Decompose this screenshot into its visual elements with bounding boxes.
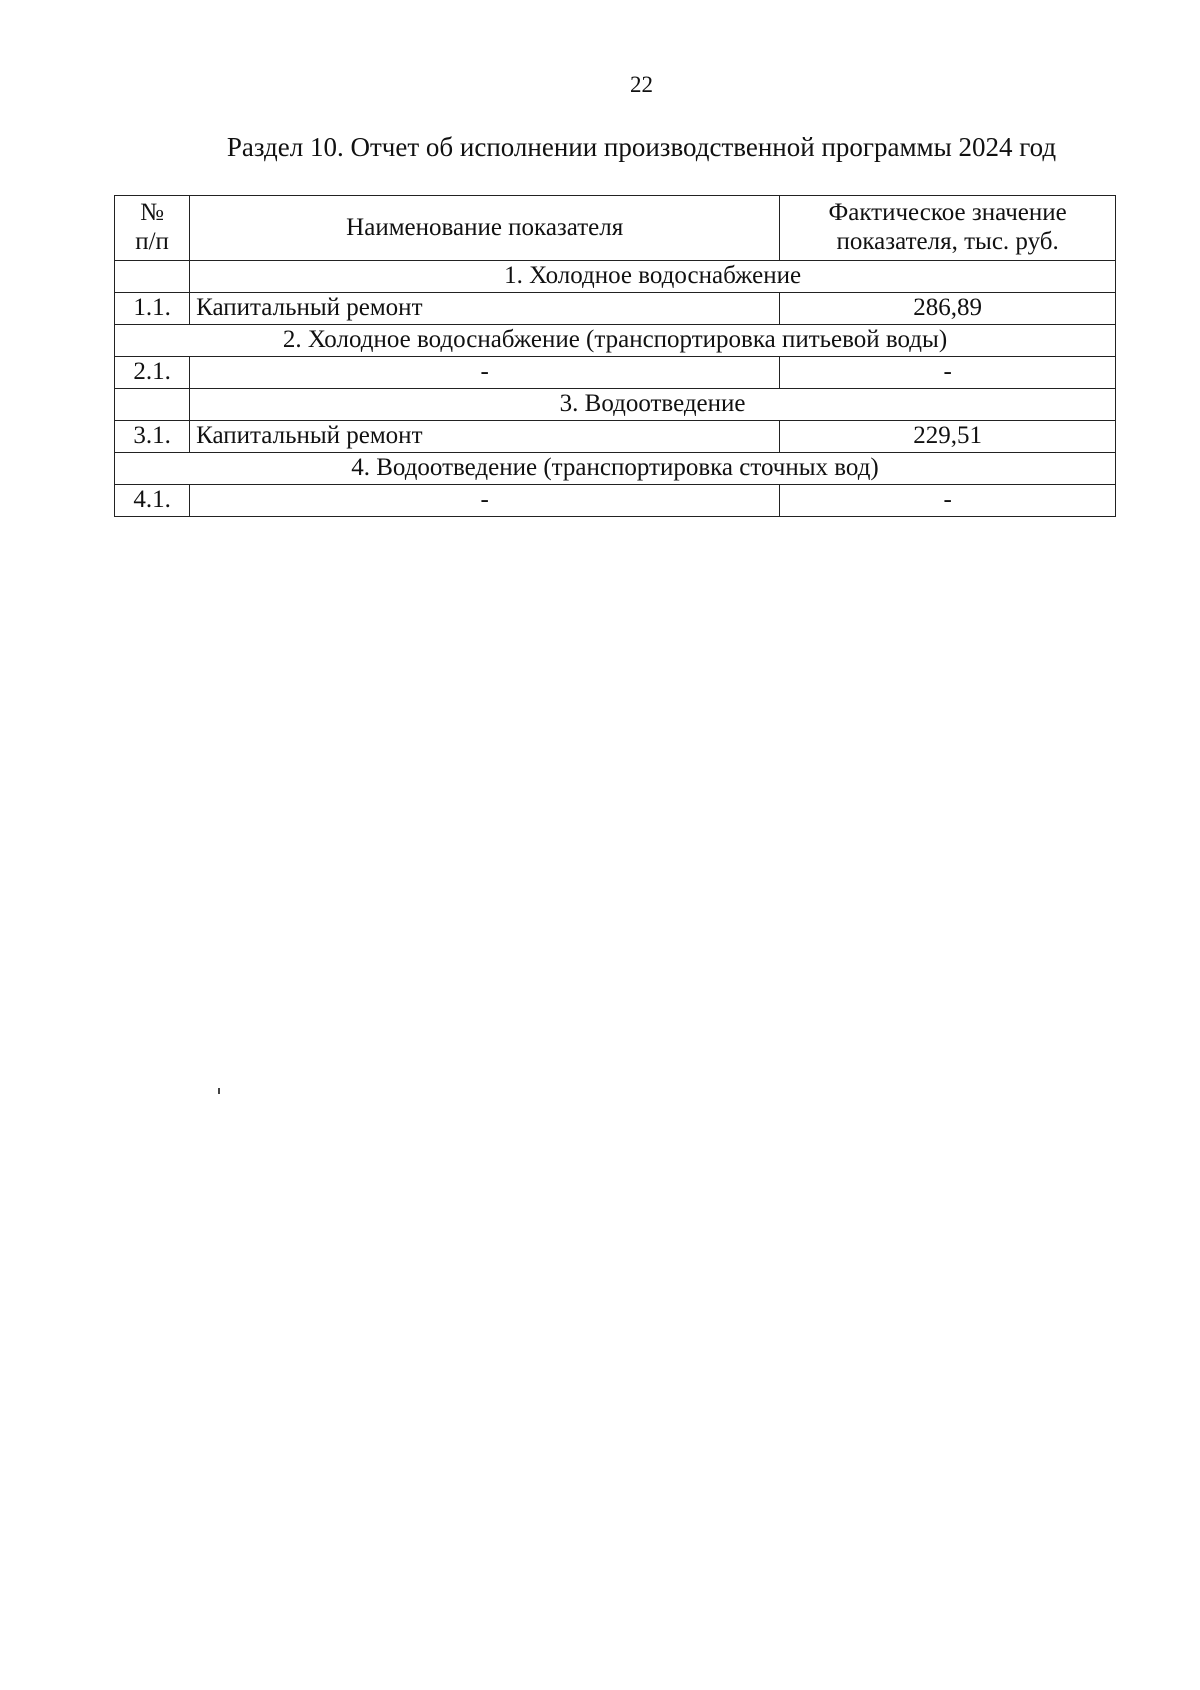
row-value: - <box>780 485 1116 517</box>
row-value: 286,89 <box>780 293 1116 325</box>
header-name-cell: Наименование показателя <box>190 196 780 261</box>
header-number-symbol: № <box>140 199 165 227</box>
row-indicator-name: - <box>190 485 780 517</box>
header-value-line1: Фактическое значение <box>828 199 1067 227</box>
row-number: 4.1. <box>115 485 190 517</box>
header-number-label: п/п <box>135 228 169 255</box>
table-row <box>115 293 1116 325</box>
header-number-cell <box>115 196 190 261</box>
row-indicator-name: Капитальный ремонт <box>190 421 780 453</box>
section-title-cell: 4. Водоотведение (транспортировка сточных вод) <box>115 453 1116 485</box>
row-indicator-name: - <box>190 357 780 389</box>
table-row <box>115 357 1116 389</box>
table-header-row <box>115 196 1116 261</box>
section-row-4 <box>115 453 1116 485</box>
row-indicator-name: Капитальный ремонт <box>190 293 780 325</box>
section-title-cell: 3. Водоотведение <box>190 389 1116 421</box>
section-title: Раздел 10. Отчет об исполнении производственной программы 2024 год <box>226 132 1057 162</box>
section-row-1 <box>115 261 1116 293</box>
table-row <box>115 421 1116 453</box>
table-row <box>115 485 1116 517</box>
header-value-line2: показателя, тыс. руб. <box>836 228 1059 255</box>
production-program-report-table <box>114 195 1116 517</box>
section-row-2 <box>115 325 1116 357</box>
row-value: - <box>780 357 1116 389</box>
row-number: 2.1. <box>115 357 190 389</box>
page-number: 22 <box>630 72 653 97</box>
row-value: 229,51 <box>780 421 1116 453</box>
section-row-3 <box>115 389 1116 421</box>
section-empty-cell <box>115 389 190 421</box>
section-title-cell: 2. Холодное водоснабжение (транспортировка питьевой воды) <box>115 325 1116 357</box>
row-number: 1.1. <box>115 293 190 325</box>
row-number: 3.1. <box>115 421 190 453</box>
scan-speck <box>218 1088 220 1094</box>
header-value-cell <box>780 196 1116 261</box>
section-empty-cell <box>115 261 190 293</box>
section-title-cell: 1. Холодное водоснабжение <box>190 261 1116 293</box>
